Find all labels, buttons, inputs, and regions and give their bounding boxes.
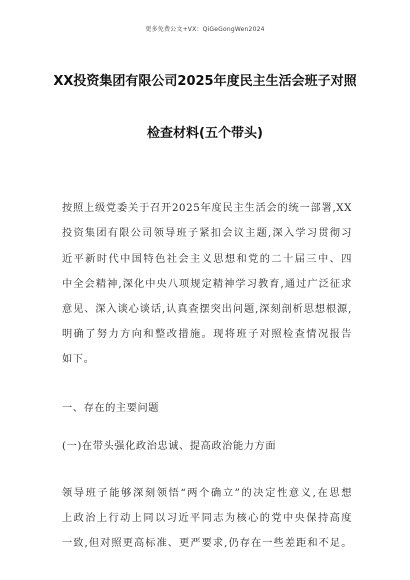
intro-paragraph-line: 意见、深入谈心谈话,认真查摆突出问题,深刻剖析思想根源, — [62, 304, 352, 314]
intro-paragraph-line: 明确了努力方向和整改措施。现将班子对照检查情况报告 — [62, 329, 352, 339]
document-title-line-1: XX投资集团有限公司2025年度民主生活会班子对照 — [53, 74, 357, 89]
section-paragraph-line: 一致,但对照更高标准、更严要求,仍存在一些差距和不足。 — [62, 538, 352, 548]
section-paragraph-line: 上政治上行动上同以习近平同志为核心的党中央保持高度 — [62, 513, 352, 523]
subsection-heading: (一)在带头强化政治忠诚、提高政治能力方面 — [62, 441, 277, 452]
section-paragraph-line: 领导班子能够深刻领悟“两个确立”的决定性意义,在思想 — [62, 488, 352, 498]
section-heading: 一、存在的主要问题 — [62, 403, 160, 414]
intro-paragraph-line: 按照上级党委关于召开2025年度民主生活会的统一部署,XX — [62, 203, 352, 213]
intro-paragraph-line: 投资集团有限公司领导班子紧扣会议主题,深入学习贯彻习 — [62, 228, 352, 238]
intro-paragraph-line: 中全会精神,深化中央八项规定精神学习教育,通过广泛征求 — [62, 279, 352, 289]
intro-paragraph-line: 近平新时代中国特色社会主义思想和党的二十届三中、四 — [62, 254, 352, 264]
intro-paragraph-line: 如下。 — [62, 354, 95, 365]
document-title-line-2: 检查材料(五个带头) — [147, 126, 263, 141]
header-note: 更多免费公文+VX：QiGeGongWen2024 — [145, 26, 265, 33]
